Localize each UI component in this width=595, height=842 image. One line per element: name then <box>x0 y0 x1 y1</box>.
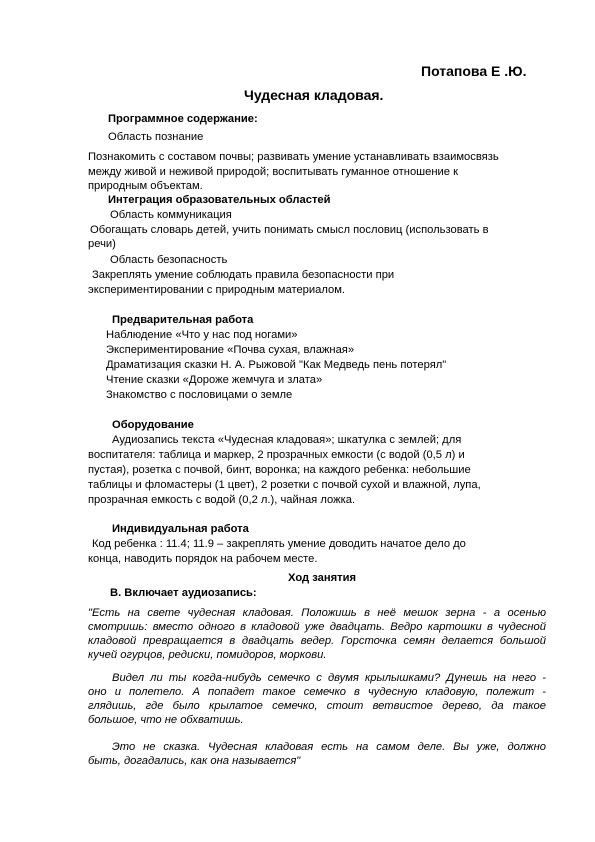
preliminary-item: Драматизация сказки Н. А. Рыжовой "Как Медведь пень потерял" <box>106 359 447 371</box>
program-line: Познакомить с составом почвы; развивать умение устанавливать взаимосвязь <box>88 151 499 163</box>
quote-line: оно и полетело. А попадет такое семечко в чудесную кладовую, полежит - <box>88 686 546 698</box>
preliminary-item: Чтение сказки «Дороже жемчуга и злата» <box>106 374 323 386</box>
safety-area: Область безопасность <box>110 254 228 266</box>
lesson-heading: Ход занятия <box>288 572 357 584</box>
quote-line: "Есть на свете чудесная кладовая. Положишь в неё мешок зерна - а осенью <box>88 607 546 619</box>
integration-heading: Интеграция образовательных областей <box>108 194 331 206</box>
program-line: между живой и неживой природой; воспитывать гуманное отношение к <box>88 166 459 178</box>
equipment-heading: Оборудование <box>112 419 194 431</box>
program-line: природным объектам. <box>88 180 203 192</box>
equipment-line: пустая), розетка с почвой, бинт, воронка; на каждого ребенка: небольшие <box>88 464 471 476</box>
quote-line: Это не сказка. Чудесная кладовая есть на самом деле. Вы уже, должно <box>112 741 546 753</box>
individual-line: конца, наводить порядок на рабочем месте. <box>88 553 318 565</box>
safety-line: Закреплять умение соблюдать правила безопасности при <box>92 269 395 281</box>
quote-line: кучей огурцов, редиски, помидоров, моркови. <box>88 649 327 661</box>
quote-paragraph-2 <box>88 685 546 727</box>
quote-paragraph-1 <box>88 606 546 662</box>
author-name: Потапова Е .Ю. <box>421 63 527 79</box>
individual-heading: Индивидуальная работа <box>112 523 249 535</box>
equipment-line: Аудиозапись текста «Чудесная кладовая»; шкатулка с землей; для <box>112 434 462 446</box>
equipment-line: воспитателя: таблица и маркер, 2 прозрачных емкости (с водой (0,5 л) и <box>88 449 465 461</box>
communication-line: Обогащать словарь детей, учить понимать смысл пословиц (использовать в <box>90 224 489 236</box>
quote-line: кладовой превращается в двадцать ведер. Горсточка семян делается большой <box>88 635 546 647</box>
program-area: Область познание <box>108 131 204 143</box>
communication-area: Область коммуникация <box>110 209 232 221</box>
quote-paragraph-3 <box>88 754 546 768</box>
quote-line: глядишь, где было крылатое семечко, стоит ветвистое дерево, да такое <box>88 700 546 712</box>
preliminary-item: Наблюдение «Что у нас под ногами» <box>106 329 298 341</box>
quote-line: быть, догадались, как она называется" <box>88 755 301 767</box>
quote-paragraph-2-first <box>112 671 546 685</box>
preliminary-item: Знакомство с пословицами о земле <box>106 389 293 401</box>
quote-paragraph-3-first <box>112 740 546 754</box>
quote-line: большое, что не обхватишь. <box>88 714 244 726</box>
preliminary-heading: Предварительная работа <box>112 314 254 326</box>
quote-line: Видел ли ты когда-нибудь семечко с двумя крылышками? Дунешь на него - <box>112 672 546 684</box>
equipment-line: таблицы и фломастеры (1 цвет), 2 розетки с почвой сухой и влажной, лупа, <box>88 479 481 491</box>
communication-line: речи) <box>88 238 116 250</box>
page-title: Чудесная кладовая. <box>244 87 384 103</box>
equipment-line: прозрачная емкость с водой (0,2 л.), чайная ложка. <box>88 494 356 506</box>
preliminary-item: Экспериментирование «Почва сухая, влажная» <box>106 344 355 356</box>
program-heading: Программное содержание: <box>108 113 258 125</box>
quote-line: смотришь: вместо одного в кладовой уже двадцать. Ведро картошки в чудесной <box>88 621 546 633</box>
individual-line: Код ребенка : 11.4; 11.9 – закреплять умение доводить начатое дело до <box>92 538 466 550</box>
lesson-step: В. Включает аудиозапись: <box>110 587 257 599</box>
safety-line: экспериментировании с природным материалом. <box>88 284 346 296</box>
